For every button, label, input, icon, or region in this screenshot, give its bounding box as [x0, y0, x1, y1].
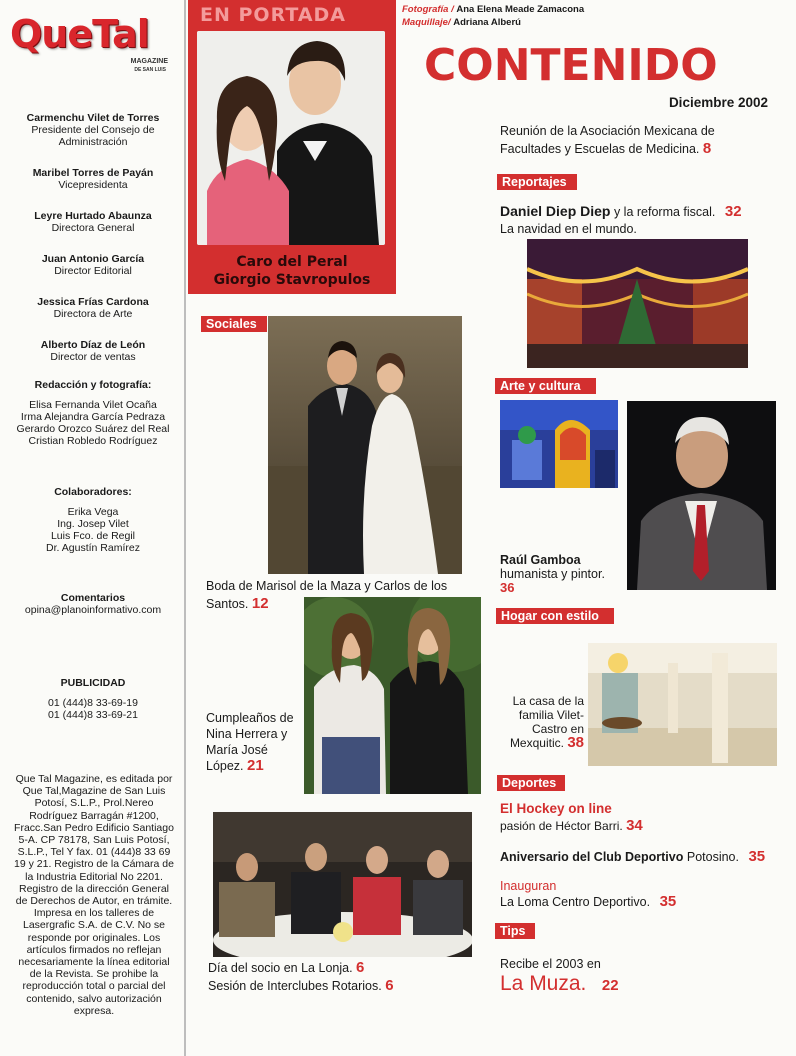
toc-item-loma[interactable]	[500, 893, 780, 911]
toc-item-text: La Loma Centro Deportivo.	[500, 895, 651, 909]
photo-cumpleanos	[304, 597, 481, 794]
section-tag-arte: Arte y cultura	[495, 378, 596, 394]
staff-entry	[0, 296, 186, 320]
photo-raul-gamboa	[627, 401, 776, 590]
staff-name: Alberto Díaz de León	[40, 339, 146, 351]
toc-item-bold: Aniversario del Club Deportivo	[500, 850, 684, 864]
publicidad-phone: 01 (444)8 33-69-21	[48, 709, 138, 721]
toc-item-aniversario[interactable]	[500, 848, 790, 866]
publicidad-heading: PUBLICIDAD	[60, 677, 126, 689]
page-number: 22	[601, 977, 619, 994]
staff-list	[0, 112, 186, 382]
section-tag-hogar: Hogar con estilo	[496, 608, 614, 624]
masthead-column	[0, 0, 186, 1056]
quetal-logo	[10, 10, 172, 73]
toc-item-tips[interactable]	[500, 972, 760, 998]
toc-item-hockey-title[interactable]: El Hockey on line	[500, 801, 612, 816]
staff-role: Presidente del Consejo de Administración	[31, 124, 155, 148]
cover-name-2: Giorgio Stavropulos	[213, 272, 371, 288]
photo-credits	[402, 3, 584, 29]
toc-item-bold: Raúl Gamboa	[500, 553, 581, 567]
toc-item-text: Reunión de la Asociación Mexicana de Facultades y Escuelas de Medicina.	[500, 124, 715, 156]
tips-title: La Muza.	[500, 972, 587, 995]
toc-item-text: y la reforma fiscal.	[613, 205, 716, 219]
colaborador: Erika Vega	[67, 506, 119, 518]
toc-item-text: Cumpleaños de Nina Herrera y María José López.	[206, 711, 294, 773]
comentarios-block	[0, 592, 186, 616]
credit-value: Adriana Alberú	[453, 17, 521, 28]
section-tag-sociales: Sociales	[201, 316, 267, 332]
staff-role: Director de ventas	[50, 351, 136, 363]
legal-notice: Que Tal Magazine, es editada por Que Tal,Magazine de San Luis Potosí, S.L.P., Prol.Nereo Rodríguez Barragán #1200, Fracc.San Pedro Edificio Santiago 5-A. CP 78178, San Luis Potosí, S.L.P., Tel Y fax. 01 (444)8 33 69 19 y 21. Registro de la Cámara de la Industria Editorial No 2201. Registro de la dirección General de Derechos de Autor, en trámite. Impresa en los talleres de Lasergrafic S.A. de C.V. No se responde por originales. Los artículos firmados no reflejan necesariamente la línea editorial de la Revista. Se prohibe la reproducción total o parcial del contenido, salvo autorización expresa.	[14, 773, 174, 1017]
staff-name: Maribel Torres de Payán	[32, 167, 154, 179]
staff-role: Directora General	[51, 222, 135, 234]
photo-pintura	[500, 400, 618, 488]
credit-label: Fotografía /	[402, 4, 454, 15]
toc-item-arte[interactable]	[500, 553, 625, 595]
toc-item-text: Día del socio en La Lonja.	[208, 961, 353, 975]
section-tag-deportes: Deportes	[497, 775, 565, 791]
toc-item-bold: Daniel Diep Diep	[500, 203, 611, 219]
toc-item-text: Potosino.	[686, 850, 739, 864]
staff-entry	[0, 210, 186, 234]
colaboradores-heading: Colaboradores:	[54, 486, 132, 498]
staff-role: Directora de Arte	[53, 308, 133, 320]
staff-entry	[0, 167, 186, 191]
section-tag-reportajes: Reportajes	[497, 174, 577, 190]
redaccion-person: Elisa Fernanda Vilet Ocaña	[29, 399, 157, 411]
publicidad-phone: 01 (444)8 33-69-19	[48, 697, 138, 709]
comentarios-heading: Comentarios	[60, 592, 126, 604]
toc-item-hockey[interactable]	[500, 817, 770, 835]
staff-entry	[0, 253, 186, 277]
redaccion-heading: Redacción y fotografía:	[34, 379, 152, 391]
cover-photo	[197, 31, 385, 245]
page-number: 36	[500, 580, 515, 595]
cover-name-1: Caro del Peral	[236, 254, 348, 270]
cover-label: EN PORTADA	[200, 4, 347, 26]
staff-role: Vicepresidenta	[58, 179, 128, 191]
toc-item-interclubes[interactable]	[208, 977, 478, 995]
toc-item-text: Boda de Marisol de la Maza y Carlos de los Santos.	[206, 579, 448, 611]
staff-name: Leyre Hurtado Abaunza	[34, 210, 152, 222]
photo-navidad	[527, 239, 748, 368]
staff-name: Carmenchu Vilet de Torres	[26, 112, 160, 124]
staff-entry	[0, 112, 186, 148]
toc-item-tips-line: Recibe el 2003 en	[500, 957, 601, 971]
page-number: 6	[385, 977, 394, 994]
page-number: 12	[251, 595, 269, 612]
photo-casa-vilet	[588, 643, 777, 766]
section-tag-tips: Tips	[495, 923, 535, 939]
toc-item-text: Sesión de Interclubes Rotarios.	[208, 979, 382, 993]
logo-wordmark: QueTal	[10, 12, 149, 56]
toc-item-intro[interactable]	[500, 122, 745, 158]
logo-sub-sanluis: DE SAN LUIS	[134, 67, 166, 73]
issue-date: Diciembre 2002	[668, 95, 768, 110]
toc-item-cumpleanos[interactable]	[206, 710, 306, 774]
redaccion-block	[0, 379, 186, 447]
page-number: 35	[659, 893, 677, 910]
credit-label: Maquillaje/	[402, 17, 451, 28]
page-number: 6	[356, 959, 365, 976]
photo-dia-del-socio	[213, 812, 472, 957]
page-number: 34	[626, 817, 643, 834]
photo-boda	[268, 316, 462, 574]
page-number: 38	[567, 734, 584, 751]
redaccion-person: Irma Alejandra García Pedraza	[20, 411, 166, 423]
colaboradores-block	[0, 486, 186, 554]
comentarios-email[interactable]: opina@planoinformativo.com	[24, 604, 162, 616]
staff-entry	[0, 339, 186, 363]
credit-value: Ana Elena Meade Zamacona	[456, 4, 585, 15]
toc-item-text: humanista y pintor.	[500, 567, 605, 581]
page-number: 21	[247, 757, 264, 774]
staff-role: Director Editorial	[54, 265, 132, 277]
redaccion-person: Gerardo Orozco Suárez del Real	[16, 423, 170, 435]
page-title: CONTENIDO	[424, 40, 718, 91]
staff-name: Juan Antonio García	[41, 253, 145, 265]
publicidad-block	[0, 677, 186, 721]
colaborador: Luis Fco. de Regil	[50, 530, 136, 542]
toc-item-inauguran: Inauguran	[500, 879, 557, 893]
redaccion-person: Cristian Robledo Rodríguez	[28, 435, 158, 447]
page-number: 35	[748, 848, 766, 865]
logo-sub-magazine: MAGAZINE	[130, 58, 168, 65]
toc-item-navidad[interactable]: La navidad en el mundo.	[500, 222, 637, 236]
toc-item-hogar[interactable]	[500, 694, 584, 750]
page-number: 8	[702, 140, 712, 157]
colaborador: Ing. Josep Vilet	[57, 518, 129, 530]
toc-item-text: La casa de la familia Vilet-Castro en Mexquitic.	[509, 694, 584, 750]
toc-item-dia-del-socio[interactable]	[208, 959, 478, 977]
toc-item-text: pasión de Héctor Barri.	[500, 819, 623, 833]
page-number: 32	[724, 203, 742, 220]
colaborador: Dr. Agustín Ramírez	[46, 542, 140, 554]
staff-name: Jessica Frías Cardona	[37, 296, 149, 308]
toc-item-reportajes[interactable]	[500, 203, 780, 221]
